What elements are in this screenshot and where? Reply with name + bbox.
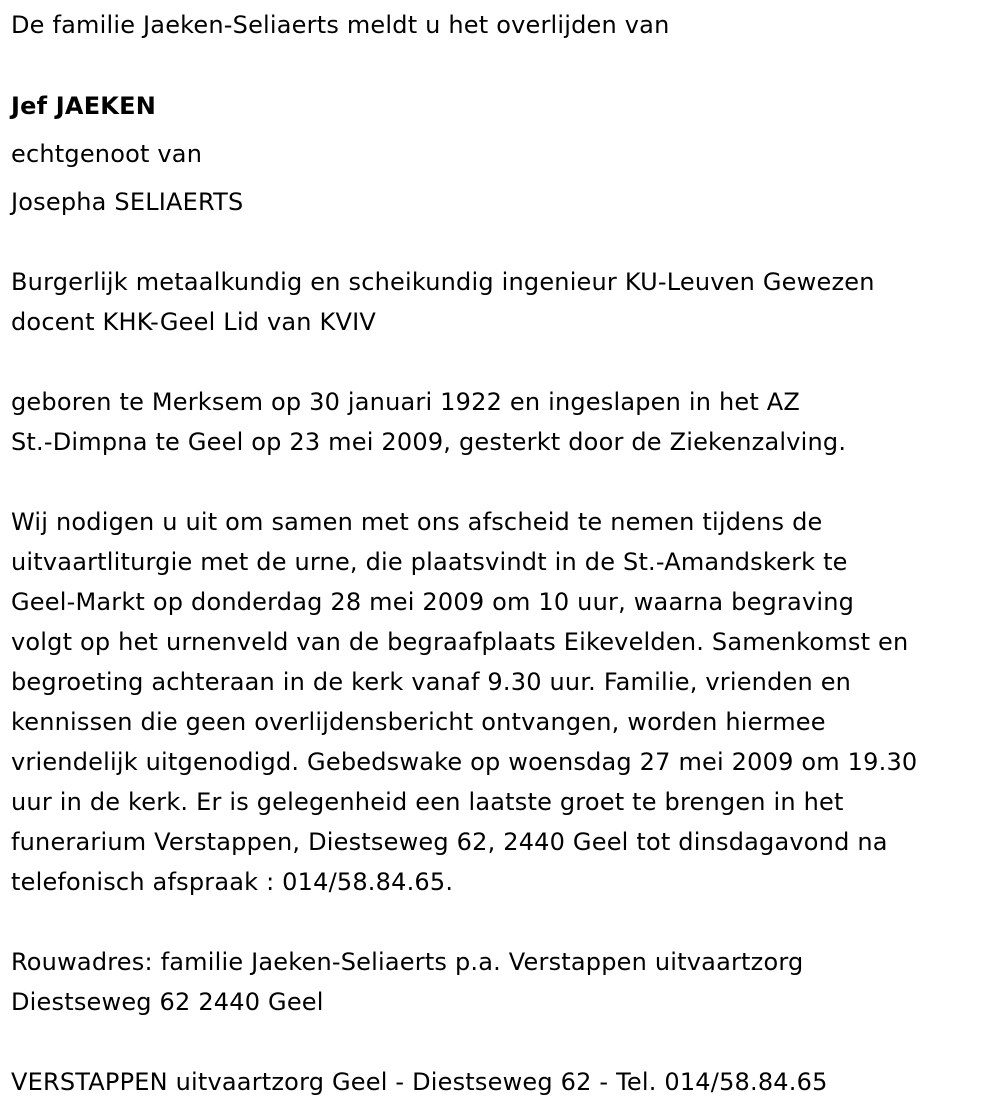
invitation-line: kennissen die geen overlijdensbericht ontvangen, worden hiermee: [11, 708, 826, 736]
footer-text: VERSTAPPEN uitvaartzorg Geel - Diestseweg 62 - Tel. 014/58.84.65: [11, 1068, 828, 1096]
birth-death-line: geboren te Merksem op 30 januari 1922 en ingeslapen in het AZ: [11, 388, 801, 416]
invitation-line: uur in de kerk. Er is gelegenheid een laatste groet te brengen in het: [11, 788, 844, 816]
deceased-name: Jef JAEKEN: [11, 92, 156, 120]
invitation-line: Geel-Markt op donderdag 28 mei 2009 om 10 uur, waarna begraving: [11, 588, 855, 616]
invitation-line: Wij nodigen u uit om samen met ons afscheid te nemen tijdens de: [11, 508, 823, 536]
intro-text: De familie Jaeken-Seliaerts meldt u het overlijden van: [11, 11, 670, 39]
relation-text: echtgenoot van: [11, 140, 203, 168]
mourning-address-line: Diestseweg 62 2440 Geel: [11, 988, 324, 1016]
birth-death-line: St.-Dimpna te Geel op 23 mei 2009, gesterkt door de Ziekenzalving.: [11, 428, 847, 456]
mourning-address-line: Rouwadres: familie Jaeken-Seliaerts p.a. Verstappen uitvaartzorg: [11, 948, 804, 976]
invitation-line: telefonisch afspraak : 014/58.84.65.: [11, 868, 454, 896]
spouse-name: Josepha SELIAERTS: [11, 188, 244, 216]
profession-line: docent KHK-Geel Lid van KVIV: [11, 308, 377, 336]
invitation-line: volgt op het urnenveld van de begraafplaats Eikevelden. Samenkomst en: [11, 628, 909, 656]
invitation-line: begroeting achteraan in de kerk vanaf 9.30 uur. Familie, vrienden en: [11, 668, 852, 696]
profession-line: Burgerlijk metaalkundig en scheikundig ingenieur KU-Leuven Gewezen: [11, 268, 875, 296]
invitation-line: funerarium Verstappen, Diestseweg 62, 2440 Geel tot dinsdagavond na: [11, 828, 888, 856]
invitation-line: vriendelijk uitgenodigd. Gebedswake op woensdag 27 mei 2009 om 19.30: [11, 748, 918, 776]
invitation-line: uitvaartliturgie met de urne, die plaatsvindt in de St.-Amandskerk te: [11, 548, 848, 576]
